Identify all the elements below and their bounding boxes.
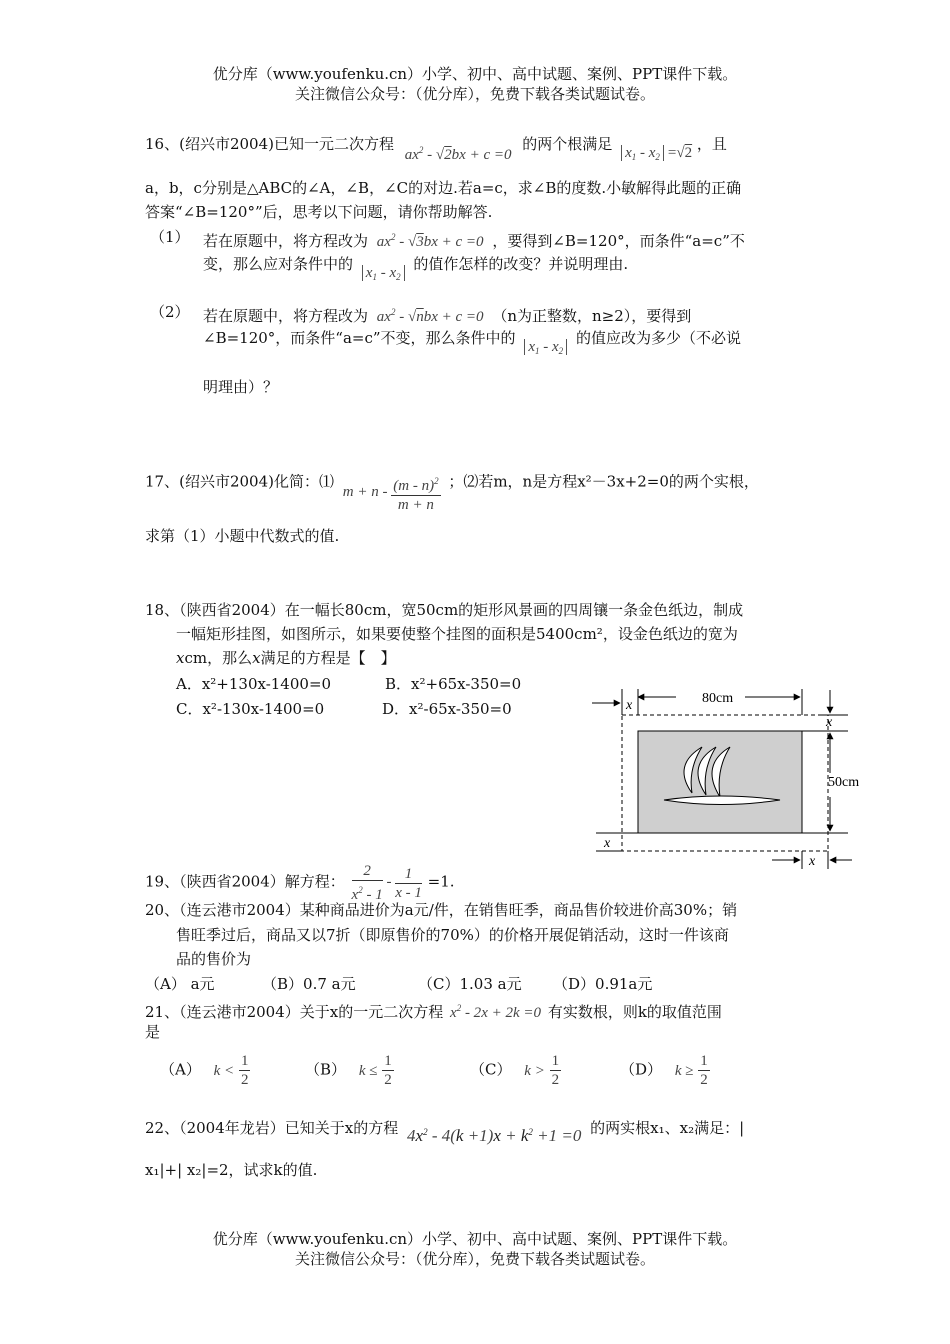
page-header-line1: 优分库（www.youfenku.cn）小学、初中、高中试题、案例、PPT课件下载。 [212, 65, 738, 83]
q18-line2: 一幅矩形挂图，如图所示，如果要使整个挂图的面积是5400cm²，设金色纸边的宽为 [176, 625, 738, 643]
q21-option-b: （B） k ≤ $\frac{1}{2}$ [305, 1053, 392, 1088]
q16-part2-line2: ∠B=120°，而条件“a=c”不变，那么条件中的 $x_1 - x_2$ 的值应改为多少（不必说 [203, 329, 741, 356]
q21-option-c: （C） k > $\frac{1}{2}$ [470, 1053, 560, 1088]
label-x-right: x [826, 715, 833, 730]
q21-line2: 是 [145, 1023, 161, 1041]
label-x-top: x [626, 698, 633, 713]
q20-option-c: （C）1.03 a元 [418, 975, 522, 993]
q21-line1: 21、（连云港市2004）关于x的一元二次方程 $x^2 - 2x + 2k =0$ 有实数根，则k的取值范围 [145, 1003, 722, 1021]
q20-line3: 品的售价为 [176, 950, 252, 968]
q19-equation: $\frac{2}{x^2 - 1}$ - $\frac{1}{x - 1}$ [351, 863, 422, 903]
q16-part1-equation: $ax^2 - √3bx + c =0$ [376, 232, 484, 250]
label-x-bottom-left: x [604, 836, 611, 851]
q21-option-a: （A） k < $\frac{1}{2}$ [160, 1053, 249, 1088]
q21-option-d: （D） k ≥ $\frac{1}{2}$ [620, 1053, 708, 1088]
q16-part2-abs: $x_1 - x_2$ [524, 339, 567, 355]
q17-line2: 求第（1）小题中代数式的值. [145, 527, 340, 545]
q18-figure [590, 685, 860, 870]
q17-line1: 17、(绍兴市2004)化简：⑴ m + n - $\frac{(m - n)^2}{m + n}$ ；⑵若m，n是方程x²－3x+2=0的两个实根， [145, 472, 759, 513]
q22-equation: $4x^2 - 4(k +1)x + k^2 +1 =0$ [407, 1126, 582, 1145]
q16-part1-line1: 若在原题中，将方程改为 $ax^2 - √3bx + c =0$ ，要得到∠B=120°，而条件“a=c”不 [203, 232, 745, 250]
q18-line3: xcm，那么x满足的方程是【 】 [176, 649, 396, 667]
q22-line2: x₁|+| x₂|=2，试求k的值. [145, 1161, 318, 1179]
q20-option-d: （D）0.91a元 [553, 975, 653, 993]
q16-part2-line3: 明理由）？ [203, 378, 279, 396]
q20-option-a: （A） a元 [145, 975, 215, 993]
q20-option-b: （B）0.7 a元 [262, 975, 356, 993]
q18-line1: 18、（陕西省2004）在一幅长80cm，宽50cm的矩形风景画的四周镶一条金色纸边，制成 [145, 601, 744, 619]
q17-expression: m + n - $\frac{(m - n)^2}{m + n}$ [343, 484, 445, 500]
q16-part1-line2: 变，那么应对条件中的 $x_1 - x_2$ 的值作怎样的改变？并说明理由. [203, 255, 629, 282]
label-50cm: 50cm [828, 775, 860, 790]
q16-part1-abs: $x_1 - x_2$ [362, 265, 405, 281]
q20-line2: 售旺季过后，商品又以7折（即原售价的70%）的价格开展促销活动，这时一件该商 [176, 926, 729, 944]
q18-option-b: B．x²+65x-350=0 [385, 675, 522, 693]
q16-line3: 答案“∠B=120°”后，思考以下问题，请你帮助解答. [145, 203, 493, 221]
page-footer-line1: 优分库（www.youfenku.cn）小学、初中、高中试题、案例、PPT课件下载。 [212, 1230, 738, 1248]
q18-option-d: D．x²-65x-350=0 [382, 700, 512, 718]
q16-part2-equation: $ax^2 - √nbx + c =0$ [376, 307, 484, 325]
q21-equation: $x^2 - 2x + 2k =0$ [450, 1003, 542, 1021]
q19-line1: 19、（陕西省2004）解方程： $\frac{2}{x^2 - 1}$ - $\frac{1}{x - 1}$ =1. [145, 863, 455, 903]
page-footer-line2: 关注微信公众号：（优分库），免费下载各类试题试卷。 [294, 1250, 655, 1268]
label-80cm: 80cm [702, 691, 734, 706]
q22-line1: 22、（2004年龙岩）已知关于x的方程 $4x^2 - 4(k +1)x + k^2 +1 =0$ 的两实根x₁、x₂满足：| [145, 1119, 745, 1145]
q16-line1: 16、(绍兴市2004)已知一元二次方程 $ax^2 - √2bx + c =0$ 的两个根满足 $x_1 - x_2 =√2$ ，且 [145, 135, 727, 163]
q16-part2-number: （2） [150, 303, 190, 321]
q16-abs-diff: $x_1 - x_2$ [621, 145, 664, 161]
q16-part2-line1: 若在原题中，将方程改为 $ax^2 - √nbx + c =0$ （n为正整数，n≥2），要得到 [203, 307, 692, 325]
q18-option-a: A．x²+130x-1400=0 [176, 675, 332, 693]
label-x-bottom-right: x [809, 854, 816, 869]
q16-equation: $ax^2 - √2bx + c =0$ [404, 145, 512, 163]
page-header-line2: 关注微信公众号：（优分库），免费下载各类试题试卷。 [294, 85, 655, 103]
q16-part1-number: （1） [150, 228, 190, 246]
q20-line1: 20、（连云港市2004）某种商品进价为a元/件，在销售旺季，商品售价较进价高30%；销 [145, 901, 738, 919]
landscape-picture [638, 731, 802, 833]
q16-line2: a，b，c分别是△ABC的∠A，∠B，∠C的对边.若a=c，求∠B的度数.小敏解得此题的正确 [145, 179, 742, 197]
q18-option-c: C．x²-130x-1400=0 [176, 700, 325, 718]
